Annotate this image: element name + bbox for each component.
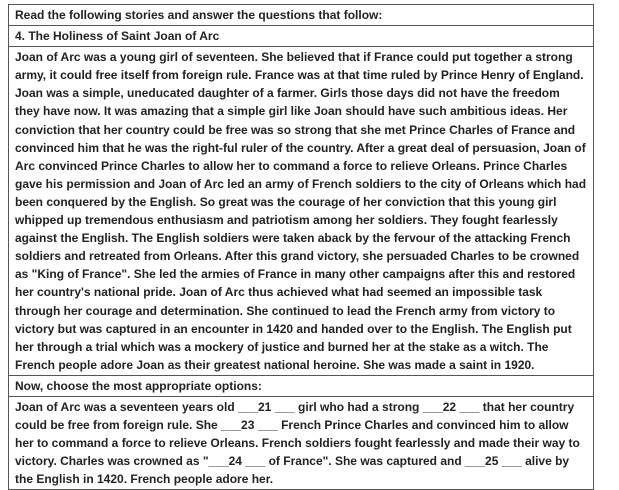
options-prompt: Now, choose the most appropriate options: [15,378,262,393]
options-prompt-row [8,375,594,397]
cloze-row [8,396,594,490]
story-title: 4. The Holiness of Saint Joan of Arc [15,29,220,44]
cloze-text: Joan of Arc was a seventeen years old ___21 ___ girl who had a strong ___22 ___ that her country could be free from foreign rule. She ___23 ___ French Prince Charles and convinced him to allow her to command a force to relieve Orleans. French soldiers fought fearlessly and made their way to victory. Charles was crowned as "___24 ___ of France". She was captured and ___25 ___ alive by the English in 1420. French people adore her. [15,399,580,487]
instructions-row [8,4,594,26]
passage-text: Joan of Arc was a young girl of seventeen. She believed that if France could put together a strong army, it could free itself from foreign rule. France was at that time ruled by Prince Henry of England. Joan was a simple, uneducated daughter of a farmer. Girls those days did not have the freedom they have now. It was amazing that a simple girl like Joan should have such ambitious ideas. Her conviction that her country could be free was so strong that she met Prince Charles of France and convinced him that he was the right-ful ruler of the country. After a great deal of persuasion, Joan of Arc convinced Prince Charles to allow her to command a force to relieve Orleans. Prince Charles gave his permission and Joan of Arc led an army of French soldiers to the city of Orleans which had been conquered by the English. So great was the courage of her conviction that this young girl whipped up tremendous enthusiasm and patriotism among her soldiers. They fought fearlessly against the English. The English soldiers were taken aback by the fervour of the attacking French soldiers and retreated from Orleans. After this grand victory, she persuaded Charles to be crowned as "King of France". She led the armies of France in many other campaigns after this and restored her country's national pride. Joan of Arc thus achieved what had seemed an impossible task through her courage and determination. She continued to lead the French army from victory to victory but was captured in an encounter in 1420 and handed over to the English. The English put her through a trial which was a mockery of justice and burned her at the stake as a witch. The French people adore Joan as their greatest national heroine. She was made a saint in 1920. [15,50,587,372]
passage-row [8,46,594,376]
story-title-row [8,25,594,47]
worksheet-table [8,4,594,490]
instructions-text: Read the following stories and answer the questions that follow: [15,8,383,22]
